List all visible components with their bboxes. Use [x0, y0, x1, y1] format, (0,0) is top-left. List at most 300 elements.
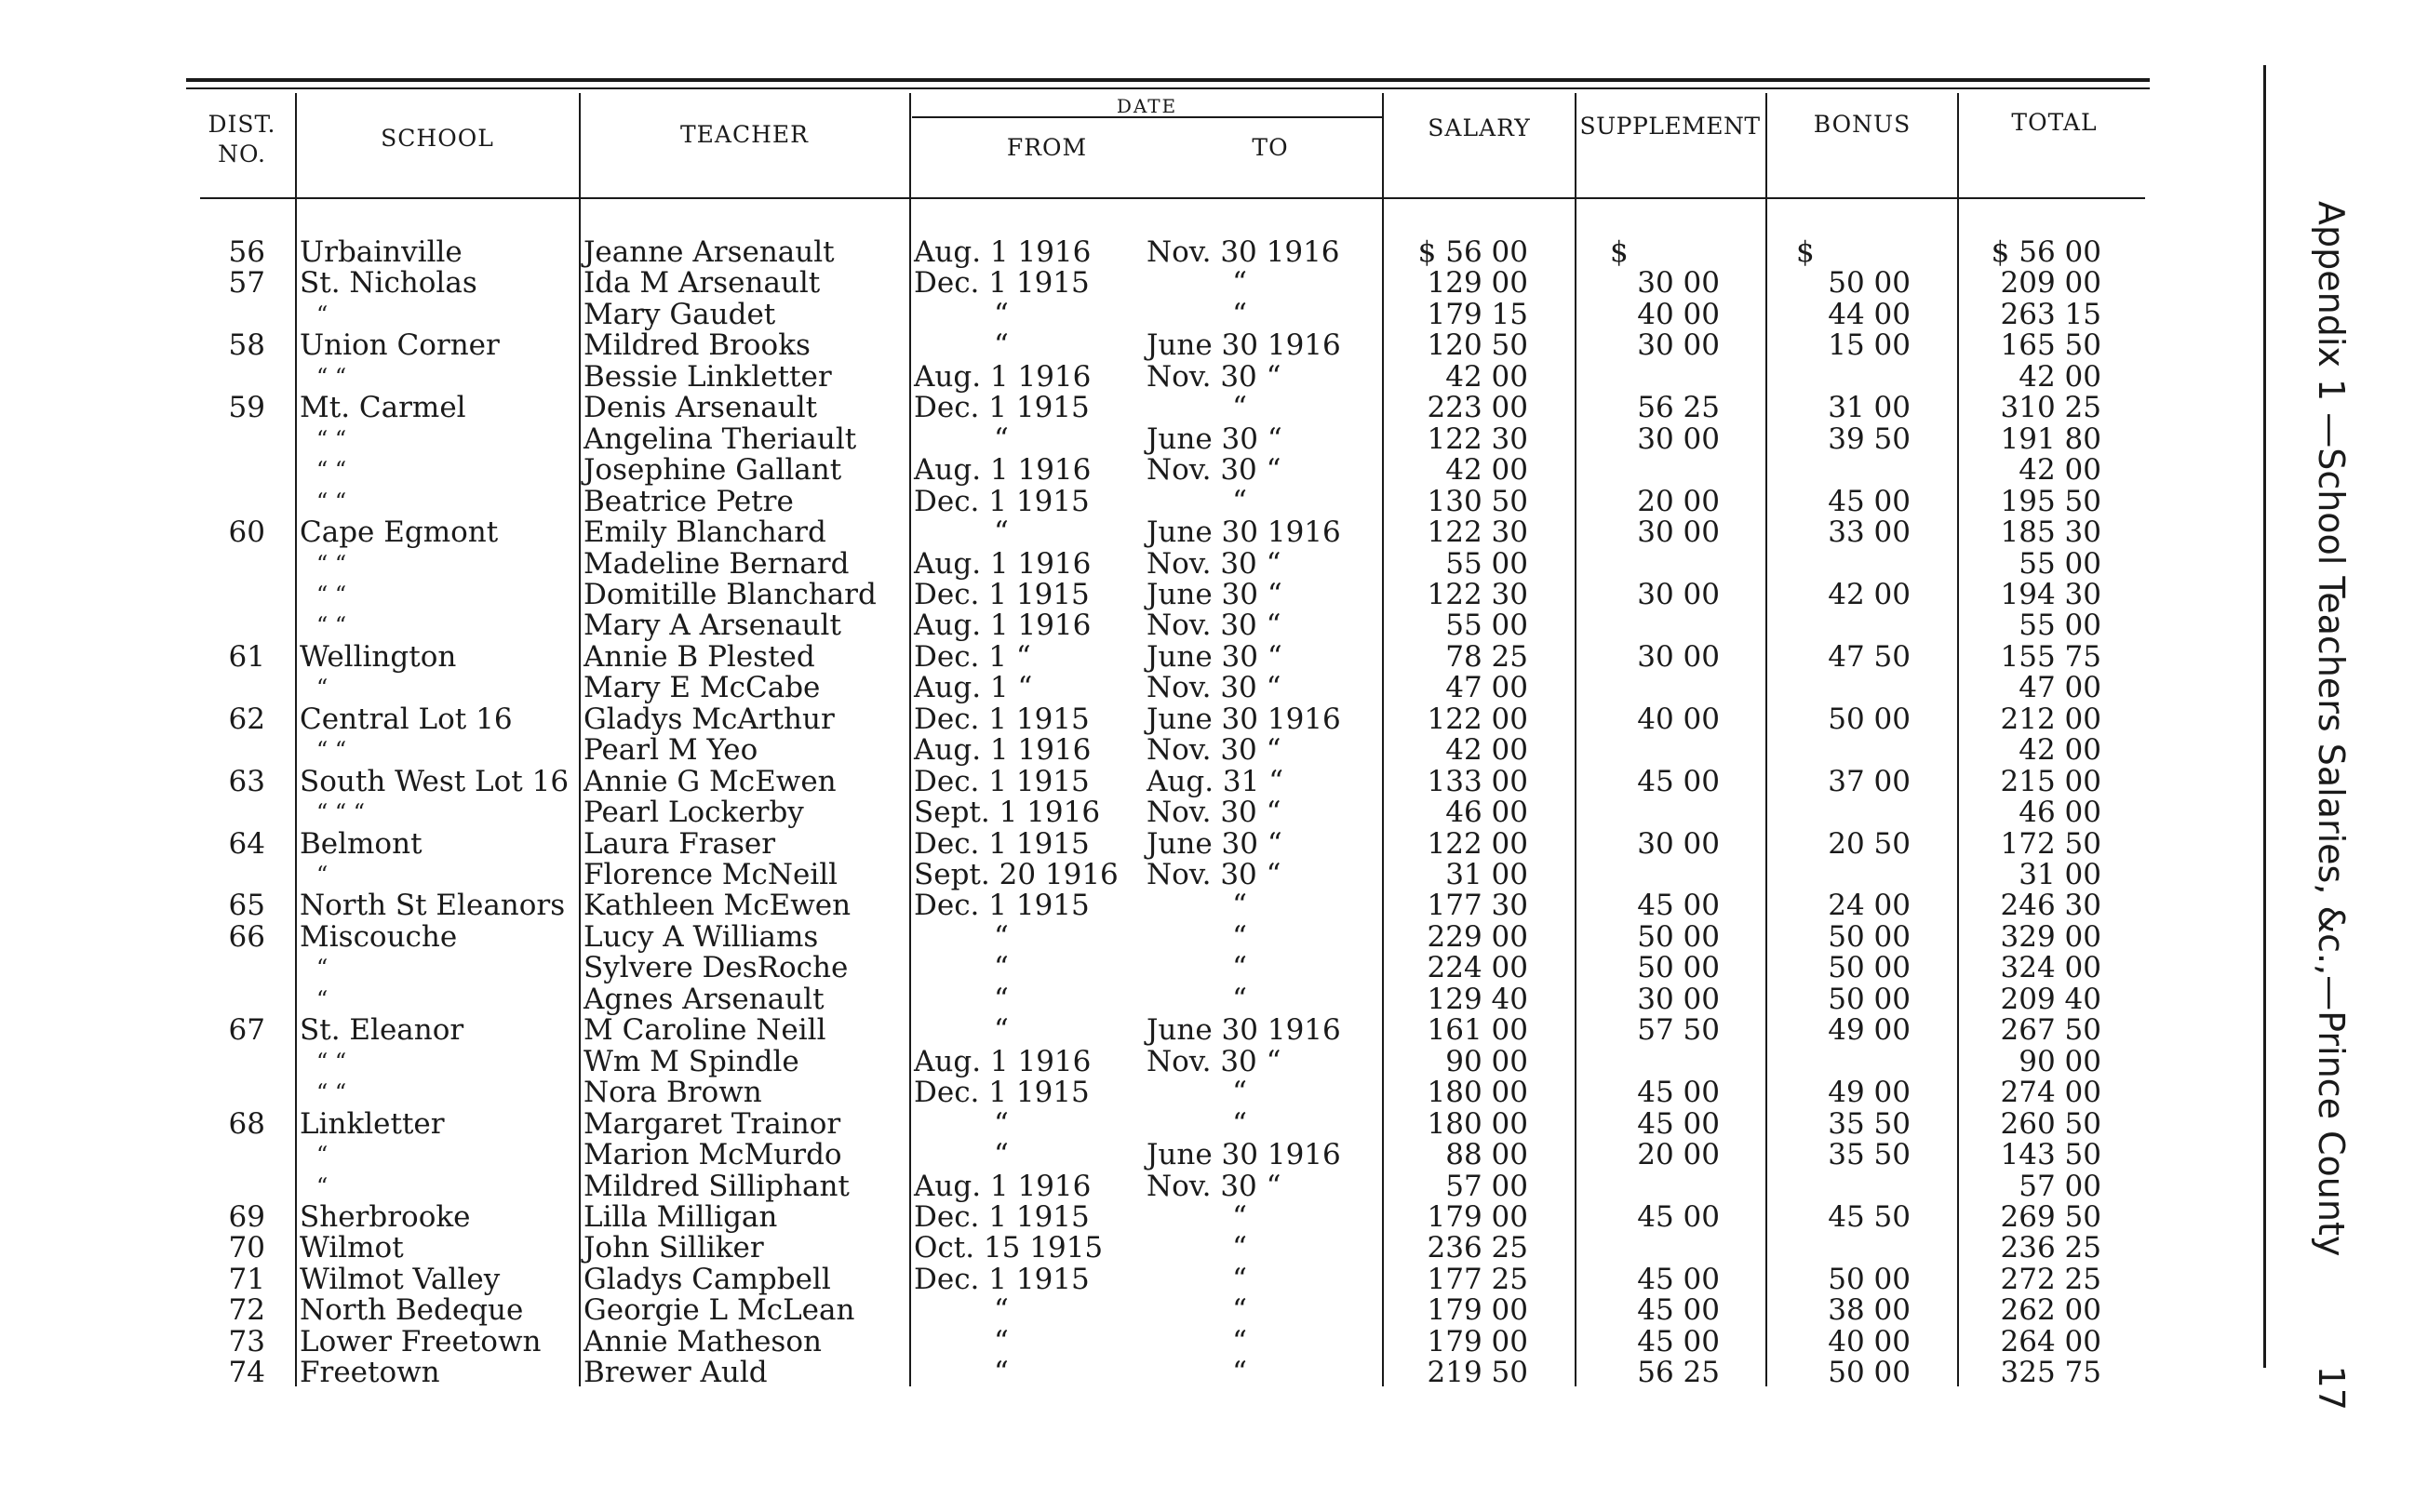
cell-salary: 219 50 — [1427, 1356, 1528, 1390]
cell-school: Urbainville — [300, 235, 463, 269]
cell-salary: 179 00 — [1427, 1324, 1528, 1358]
cell-teacher: Angelina Theriault — [584, 421, 857, 456]
cell-teacher: Emily Blanchard — [584, 515, 826, 550]
cell-bonus: 42 00 — [1828, 577, 1911, 611]
col-rule — [295, 93, 297, 1386]
cell-to: “ — [1232, 1231, 1247, 1265]
cell-supplement: 40 00 — [1637, 702, 1720, 736]
cell-bonus: 44 00 — [1828, 297, 1911, 331]
cell-supplement: 30 00 — [1637, 266, 1720, 301]
cell-total: 325 75 — [2000, 1356, 2101, 1390]
cell-salary: 177 30 — [1427, 889, 1528, 923]
cell-teacher: Jeanne Arsenault — [584, 235, 835, 269]
cell-to: June 30 “ — [1147, 639, 1282, 674]
cell-total: 267 50 — [2000, 1013, 2101, 1048]
cell-to: June 30 1916 — [1147, 328, 1341, 363]
cell-from: Dec. 1 1915 — [914, 484, 1090, 518]
cell-teacher: Gladys Campbell — [584, 1262, 831, 1296]
col-rule — [1575, 93, 1576, 1386]
cell-school: Lower Freetown — [300, 1324, 542, 1358]
cell-from: Oct. 15 1915 — [914, 1231, 1104, 1265]
cell-to: “ — [1232, 1106, 1247, 1141]
cell-school: “ — [316, 985, 329, 1012]
cell-bonus: 49 00 — [1828, 1076, 1911, 1110]
cell-to: Nov. 30 “ — [1147, 671, 1281, 705]
cell-salary: 46 00 — [1445, 796, 1528, 830]
cell-school: Sherbrooke — [300, 1199, 471, 1234]
cell-total: 195 50 — [2000, 484, 2101, 518]
cell-from: Dec. 1 1915 — [914, 391, 1090, 425]
cell-from: “ — [994, 328, 1009, 363]
cell-dist: 58 — [228, 328, 265, 363]
cell-salary: 47 00 — [1445, 671, 1528, 705]
cell-school: “ — [316, 862, 329, 888]
cell-dist: 66 — [228, 919, 265, 954]
cell-salary: 229 00 — [1427, 919, 1528, 954]
cell-salary: 42 00 — [1445, 359, 1528, 394]
cell-supplement: 30 00 — [1637, 421, 1720, 456]
cell-school: “ — [316, 301, 329, 328]
cell-total: 42 00 — [2019, 453, 2101, 488]
cell-salary: 133 00 — [1427, 764, 1528, 798]
cell-to: “ — [1232, 1293, 1247, 1328]
cell-to: Nov. 30 1916 — [1147, 235, 1340, 269]
cell-salary: 236 25 — [1427, 1231, 1528, 1265]
cell-to: “ — [1232, 1324, 1247, 1358]
top-rule — [186, 78, 2150, 82]
cell-total: 212 00 — [2000, 702, 2101, 736]
cell-total: 42 00 — [2019, 733, 2101, 768]
cell-from: Sept. 20 1916 — [914, 858, 1119, 891]
cell-from: “ — [994, 1106, 1009, 1141]
cell-teacher: Brewer Auld — [584, 1356, 768, 1390]
cell-from: Aug. 1 1916 — [914, 546, 1092, 581]
cell-supplement: 45 00 — [1637, 889, 1720, 923]
cell-total: 272 25 — [2000, 1262, 2101, 1296]
cell-bonus: 50 00 — [1828, 702, 1911, 736]
margin-rule — [2263, 65, 2266, 1368]
cell-salary: 122 30 — [1427, 577, 1528, 611]
cell-bonus: 31 00 — [1828, 391, 1911, 425]
cell-teacher: Laura Fraser — [584, 826, 776, 861]
cell-teacher: Mary Gaudet — [584, 297, 776, 331]
cell-salary: 129 40 — [1427, 982, 1528, 1016]
cell-salary: 179 00 — [1427, 1199, 1528, 1234]
cell-total: 55 00 — [2019, 609, 2101, 643]
cell-dist: 59 — [228, 391, 265, 425]
cell-supplement: 20 00 — [1637, 484, 1720, 518]
cell-school: “ “ — [316, 1079, 347, 1106]
cell-bonus: 50 00 — [1828, 1356, 1911, 1390]
header-rule — [200, 197, 2145, 199]
cell-total: 31 00 — [2019, 858, 2101, 891]
cell-dist: 57 — [228, 266, 265, 301]
cell-teacher: M Caroline Neill — [584, 1013, 826, 1048]
cell-bonus: $ — [1796, 235, 1815, 269]
cell-supplement: 56 25 — [1637, 391, 1720, 425]
cell-to: Nov. 30 “ — [1147, 546, 1281, 581]
cell-teacher: Pearl M Yeo — [584, 733, 758, 768]
cell-bonus: 40 00 — [1828, 1324, 1911, 1358]
cell-salary: 122 00 — [1427, 826, 1528, 861]
cell-school: Wilmot Valley — [300, 1262, 501, 1296]
cell-teacher: Beatrice Petre — [584, 484, 794, 518]
cell-school: “ “ — [316, 488, 347, 515]
cell-total: 172 50 — [2000, 826, 2101, 861]
cell-school: “ “ “ — [316, 799, 366, 826]
cell-supplement: 30 00 — [1637, 328, 1720, 363]
cell-teacher: Lucy A Williams — [584, 919, 819, 954]
cell-to: Nov. 30 “ — [1147, 1044, 1281, 1078]
cell-total: 263 15 — [2000, 297, 2101, 331]
cell-bonus: 20 50 — [1828, 826, 1911, 861]
cell-supplement: 50 00 — [1637, 919, 1720, 954]
cell-total: 55 00 — [2019, 546, 2101, 581]
cell-from: Aug. 1 1916 — [914, 453, 1092, 488]
header-date: DATE — [1116, 95, 1178, 117]
cell-from: Dec. 1 1915 — [914, 1199, 1090, 1234]
cell-total: 324 00 — [2000, 951, 2101, 985]
cell-total: 269 50 — [2000, 1199, 2101, 1234]
cell-total: 310 25 — [2000, 391, 2101, 425]
header-supplement: SUPPLEMENT — [1579, 113, 1761, 140]
cell-to: “ — [1232, 1356, 1247, 1390]
header-from: FROM — [1006, 134, 1088, 161]
cell-teacher: Annie Matheson — [584, 1324, 822, 1358]
cell-from: Aug. 1 “ — [914, 671, 1033, 705]
cell-bonus: 50 00 — [1828, 1262, 1911, 1296]
cell-to: Nov. 30 “ — [1147, 733, 1281, 768]
cell-school: “ — [316, 1142, 329, 1169]
cell-supplement: 45 00 — [1637, 764, 1720, 798]
cell-teacher: Mildred Silliphant — [584, 1169, 850, 1203]
side-caption-text: Appendix 1 —School Teachers Salaries, &c.,—Prince County — [2311, 201, 2352, 1257]
cell-supplement: 45 00 — [1637, 1076, 1720, 1110]
col-rule — [1957, 93, 1959, 1386]
cell-teacher: Mary A Arsenault — [584, 609, 841, 643]
cell-teacher: Sylvere DesRoche — [584, 951, 849, 985]
cell-dist: 71 — [228, 1262, 265, 1296]
cell-supplement: 56 25 — [1637, 1356, 1720, 1390]
cell-salary: 223 00 — [1427, 391, 1528, 425]
cell-to: June 30 1916 — [1147, 1138, 1341, 1172]
cell-total: 46 00 — [2019, 796, 2101, 830]
cell-total: 194 30 — [2000, 577, 2101, 611]
cell-total: $ 56 00 — [1991, 235, 2101, 269]
cell-to: “ — [1232, 951, 1247, 985]
cell-teacher: Wm M Spindle — [584, 1044, 799, 1078]
col-rule — [909, 93, 911, 1386]
cell-school: Freetown — [300, 1356, 440, 1390]
cell-school: “ “ — [316, 612, 347, 639]
cell-teacher: Agnes Arsenault — [584, 982, 825, 1016]
cell-from: Aug. 1 1916 — [914, 235, 1092, 269]
cell-from: Dec. 1 1915 — [914, 1262, 1090, 1296]
cell-salary: 88 00 — [1445, 1138, 1528, 1172]
col-rule — [1765, 93, 1767, 1386]
cell-total: 236 25 — [2000, 1231, 2101, 1265]
cell-salary: 55 00 — [1445, 609, 1528, 643]
cell-total: 165 50 — [2000, 328, 2101, 363]
cell-from: Dec. 1 1915 — [914, 577, 1090, 611]
cell-bonus: 50 00 — [1828, 266, 1911, 301]
top-rule-thin — [186, 87, 2150, 89]
cell-dist: 70 — [228, 1231, 265, 1265]
cell-total: 47 00 — [2019, 671, 2101, 705]
cell-school: North St Eleanors — [300, 889, 566, 923]
cell-school: “ “ — [316, 363, 347, 390]
cell-teacher: Kathleen McEwen — [584, 889, 852, 923]
cell-school: Union Corner — [300, 328, 500, 363]
cell-school: “ “ — [316, 737, 347, 764]
side-caption — [2299, 201, 2364, 1411]
cell-supplement: 30 00 — [1637, 515, 1720, 550]
cell-dist: 56 — [228, 235, 265, 269]
header-dist-line2: NO. — [218, 140, 266, 167]
cell-school: Cape Egmont — [300, 515, 499, 550]
cell-supplement: 30 00 — [1637, 826, 1720, 861]
cell-from: “ — [994, 421, 1009, 456]
cell-teacher: Mary E McCabe — [584, 671, 821, 705]
cell-dist: 60 — [228, 515, 265, 550]
cell-salary: 177 25 — [1427, 1262, 1528, 1296]
cell-supplement: 50 00 — [1637, 951, 1720, 985]
cell-school: Miscouche — [300, 919, 458, 954]
cell-dist: 69 — [228, 1199, 265, 1234]
cell-school: Belmont — [300, 826, 423, 861]
cell-teacher: Domitille Blanchard — [584, 577, 877, 611]
cell-total: 155 75 — [2000, 639, 2101, 674]
cell-supplement: 45 00 — [1637, 1293, 1720, 1328]
cell-total: 274 00 — [2000, 1076, 2101, 1110]
cell-to: “ — [1232, 1076, 1247, 1110]
cell-school: “ — [316, 1172, 329, 1199]
cell-dist: 63 — [228, 764, 265, 798]
cell-from: Dec. 1 1915 — [914, 702, 1090, 736]
cell-school: “ “ — [316, 1048, 347, 1075]
cell-to: June 30 1916 — [1147, 702, 1341, 736]
cell-school: Linkletter — [300, 1106, 445, 1141]
cell-to: June 30 1916 — [1147, 1013, 1341, 1048]
cell-to: “ — [1232, 919, 1247, 954]
cell-bonus: 50 00 — [1828, 951, 1911, 985]
cell-teacher: Marion McMurdo — [584, 1138, 842, 1172]
header-dist-no — [191, 110, 293, 169]
cell-to: Nov. 30 “ — [1147, 359, 1281, 394]
cell-total: 143 50 — [2000, 1138, 2101, 1172]
cell-total: 191 80 — [2000, 421, 2101, 456]
cell-supplement: 30 00 — [1637, 982, 1720, 1016]
header-bonus: BONUS — [1813, 111, 1912, 138]
cell-dist: 74 — [228, 1356, 265, 1390]
cell-dist: 65 — [228, 889, 265, 923]
cell-dist: 68 — [228, 1106, 265, 1141]
cell-total: 209 00 — [2000, 266, 2101, 301]
cell-bonus: 47 50 — [1828, 639, 1911, 674]
cell-from: “ — [994, 919, 1009, 954]
cell-salary: 122 30 — [1427, 515, 1528, 550]
cell-total: 329 00 — [2000, 919, 2101, 954]
cell-from: “ — [994, 297, 1009, 331]
cell-dist: 72 — [228, 1293, 265, 1328]
cell-salary: 179 15 — [1427, 297, 1528, 331]
cell-from: “ — [994, 982, 1009, 1016]
cell-to: “ — [1232, 1262, 1247, 1296]
cell-teacher: Gladys McArthur — [584, 702, 835, 736]
cell-salary: 180 00 — [1427, 1076, 1528, 1110]
cell-salary: 120 50 — [1427, 328, 1528, 363]
cell-dist: 73 — [228, 1324, 265, 1358]
cell-supplement: 30 00 — [1637, 577, 1720, 611]
cell-bonus: 49 00 — [1828, 1013, 1911, 1048]
cell-school: “ “ — [316, 581, 347, 608]
cell-teacher: Mildred Brooks — [584, 328, 811, 363]
cell-from: Dec. 1 1915 — [914, 1076, 1090, 1110]
cell-salary: 179 00 — [1427, 1293, 1528, 1328]
cell-teacher: John Silliker — [584, 1231, 764, 1265]
cell-supplement: 45 00 — [1637, 1106, 1720, 1141]
cell-teacher: Pearl Lockerby — [584, 796, 804, 830]
cell-total: 90 00 — [2019, 1044, 2101, 1078]
cell-total: 260 50 — [2000, 1106, 2101, 1141]
cell-from: “ — [994, 1013, 1009, 1048]
cell-teacher: Georgie L McLean — [584, 1293, 855, 1328]
cell-total: 57 00 — [2019, 1169, 2101, 1203]
cell-teacher: Margaret Trainor — [584, 1106, 841, 1141]
cell-supplement: $ — [1610, 235, 1629, 269]
cell-total: 262 00 — [2000, 1293, 2101, 1328]
cell-bonus: 50 00 — [1828, 919, 1911, 954]
cell-total: 215 00 — [2000, 764, 2101, 798]
cell-bonus: 45 50 — [1828, 1199, 1911, 1234]
cell-school: “ “ — [316, 425, 347, 452]
cell-supplement: 45 00 — [1637, 1324, 1720, 1358]
cell-supplement: 40 00 — [1637, 297, 1720, 331]
cell-supplement: 45 00 — [1637, 1199, 1720, 1234]
cell-from: Aug. 1 1916 — [914, 609, 1092, 643]
cell-to: “ — [1232, 391, 1247, 425]
cell-to: “ — [1232, 484, 1247, 518]
cell-from: Aug. 1 1916 — [914, 733, 1092, 768]
cell-salary: 180 00 — [1427, 1106, 1528, 1141]
header-to: TO — [1252, 134, 1289, 161]
cell-salary: 42 00 — [1445, 733, 1528, 768]
cell-salary: 55 00 — [1445, 546, 1528, 581]
cell-bonus: 15 00 — [1828, 328, 1911, 363]
cell-school: Central Lot 16 — [300, 702, 513, 736]
cell-salary: 130 50 — [1427, 484, 1528, 518]
cell-to: Nov. 30 “ — [1147, 609, 1281, 643]
cell-dist: 61 — [228, 639, 265, 674]
cell-salary: 42 00 — [1445, 453, 1528, 488]
cell-bonus: 39 50 — [1828, 421, 1911, 456]
cell-to: Nov. 30 “ — [1147, 1169, 1281, 1203]
cell-salary: 122 00 — [1427, 702, 1528, 736]
cell-total: 209 40 — [2000, 982, 2101, 1016]
cell-total: 264 00 — [2000, 1324, 2101, 1358]
cell-salary: 31 00 — [1445, 858, 1528, 891]
header-total: TOTAL — [2011, 109, 2098, 136]
cell-school: North Bedeque — [300, 1293, 524, 1328]
cell-bonus: 33 00 — [1828, 515, 1911, 550]
header-salary: SALARY — [1428, 114, 1531, 141]
cell-school: “ — [316, 675, 329, 702]
cell-from: Dec. 1 1915 — [914, 764, 1090, 798]
cell-salary: 224 00 — [1427, 951, 1528, 985]
cell-from: “ — [994, 1324, 1009, 1358]
cell-bonus: 35 50 — [1828, 1106, 1911, 1141]
cell-salary: 78 25 — [1445, 639, 1528, 674]
cell-salary: 129 00 — [1427, 266, 1528, 301]
cell-from: “ — [994, 1356, 1009, 1390]
cell-total: 185 30 — [2000, 515, 2101, 550]
cell-to: June 30 “ — [1147, 577, 1282, 611]
cell-teacher: Florence McNeill — [584, 858, 838, 891]
cell-teacher: Lilla Milligan — [584, 1199, 778, 1234]
cell-from: “ — [994, 1293, 1009, 1328]
cell-total: 246 30 — [2000, 889, 2101, 923]
cell-bonus: 37 00 — [1828, 764, 1911, 798]
cell-to: “ — [1232, 889, 1247, 923]
cell-salary: 90 00 — [1445, 1044, 1528, 1078]
cell-from: Sept. 1 1916 — [914, 796, 1101, 830]
cell-to: Aug. 31 “ — [1147, 764, 1284, 798]
cell-school: Wellington — [300, 639, 457, 674]
cell-to: “ — [1232, 1199, 1247, 1234]
cell-salary: 161 00 — [1427, 1013, 1528, 1048]
cell-from: “ — [994, 951, 1009, 985]
cell-teacher: Bessie Linkletter — [584, 359, 832, 394]
cell-to: Nov. 30 “ — [1147, 796, 1281, 830]
cell-to: Nov. 30 “ — [1147, 453, 1281, 488]
cell-to: “ — [1232, 266, 1247, 301]
cell-school: St. Eleanor — [300, 1013, 464, 1048]
cell-school: South West Lot 16 — [300, 764, 570, 798]
cell-salary: 122 30 — [1427, 421, 1528, 456]
cell-dist: 67 — [228, 1013, 265, 1048]
cell-supplement: 45 00 — [1637, 1262, 1720, 1296]
cell-bonus: 38 00 — [1828, 1293, 1911, 1328]
cell-teacher: Annie G McEwen — [584, 764, 837, 798]
header-school: SCHOOL — [381, 125, 494, 152]
cell-to: “ — [1232, 297, 1247, 331]
cell-teacher: Madeline Bernard — [584, 546, 850, 581]
cell-from: Aug. 1 1916 — [914, 1044, 1092, 1078]
cell-teacher: Nora Brown — [584, 1076, 762, 1110]
header-teacher: TEACHER — [680, 121, 809, 148]
cell-to: June 30 “ — [1147, 421, 1282, 456]
cell-dist: 64 — [228, 826, 265, 861]
cell-dist: 62 — [228, 702, 265, 736]
cell-to: June 30 1916 — [1147, 515, 1341, 550]
cell-bonus: 45 00 — [1828, 484, 1911, 518]
cell-from: Dec. 1 “ — [914, 639, 1031, 674]
cell-to: “ — [1232, 982, 1247, 1016]
cell-from: “ — [994, 1138, 1009, 1172]
cell-school: “ “ — [316, 550, 347, 577]
page-number: 17 — [2311, 1365, 2352, 1411]
cell-school: “ “ — [316, 457, 347, 484]
cell-teacher: Josephine Gallant — [584, 453, 842, 488]
cell-bonus: 24 00 — [1828, 889, 1911, 923]
cell-total: 42 00 — [2019, 359, 2101, 394]
cell-supplement: 20 00 — [1637, 1138, 1720, 1172]
header-dist-line1: DIST. — [208, 111, 276, 138]
cell-supplement: 57 50 — [1637, 1013, 1720, 1048]
cell-to: Nov. 30 “ — [1147, 858, 1281, 891]
cell-teacher: Denis Arsenault — [584, 391, 818, 425]
cell-salary: $ 56 00 — [1417, 235, 1528, 269]
